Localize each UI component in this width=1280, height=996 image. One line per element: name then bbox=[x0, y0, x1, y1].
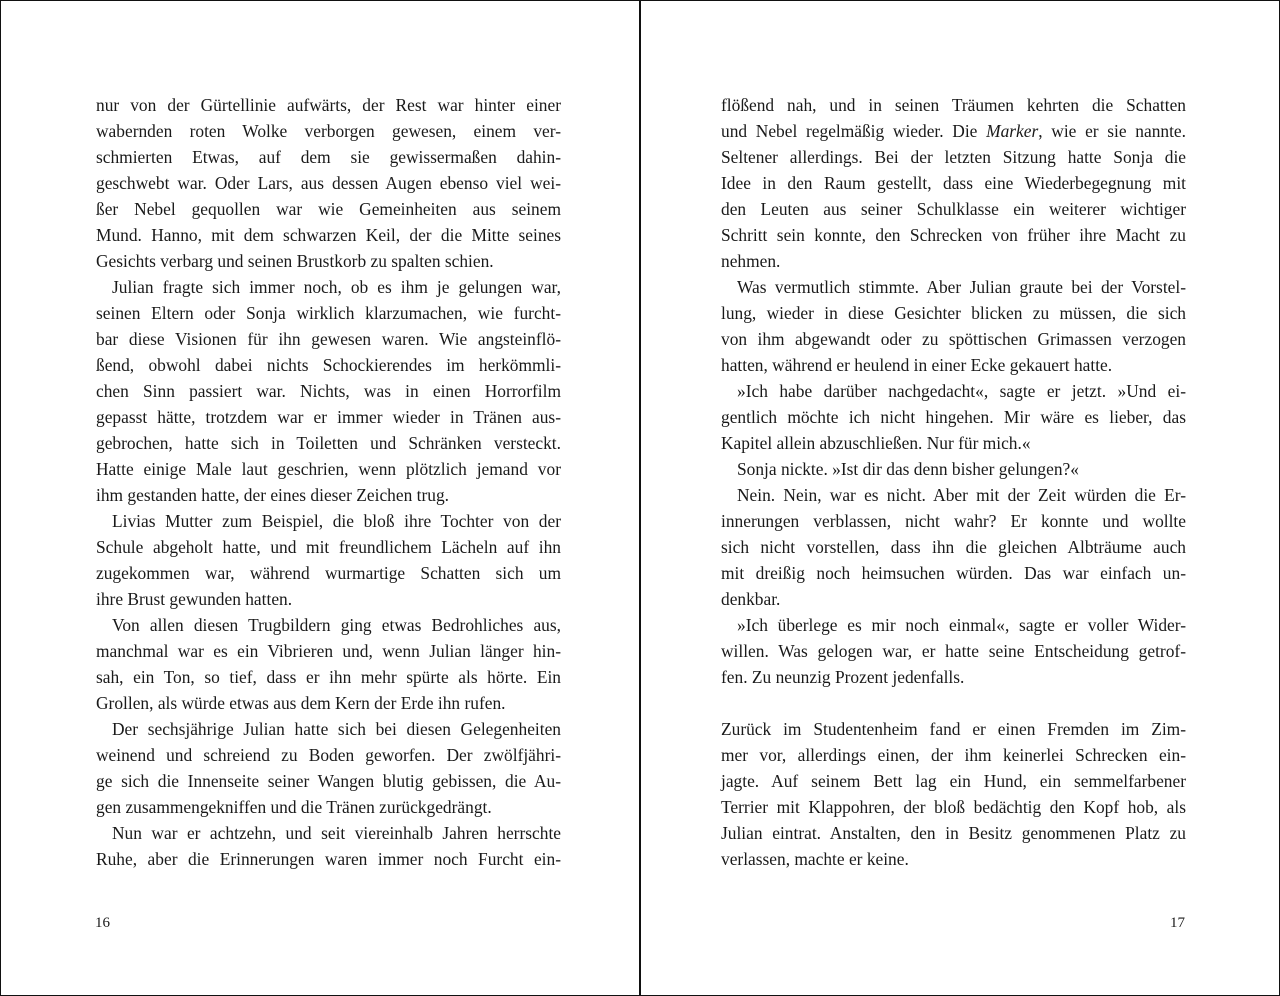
text-line: weinend und schreiend zu Boden geworfen. Der zwölfjähri- bbox=[96, 745, 561, 765]
text-line: manchmal war es ein Vibrieren und, wenn Julian länger hin- bbox=[96, 641, 561, 661]
text-line: gentlich möchte ich nicht hingehen. Mir wäre es lieber, das bbox=[721, 407, 1186, 427]
text-line: Ruhe, aber die Erinnerungen waren immer noch Furcht ein- bbox=[96, 849, 561, 869]
emphasis: Marker bbox=[986, 121, 1039, 141]
left-page-number: 16 bbox=[95, 915, 110, 931]
text-line: ihm gestanden hatte, der eines dieser Zeichen trug. bbox=[96, 485, 449, 505]
text-line: wabernden roten Wolke verborgen gewesen, einem ver- bbox=[96, 121, 561, 141]
text-line: flößend nah, und in seinen Träumen kehrten die Schatten bbox=[721, 95, 1186, 115]
text-line: ßend, obwohl dabei nichts Schockierendes im herkömmli- bbox=[96, 355, 561, 375]
text-line: Hatte einige Male laut geschrien, wenn plötzlich jemand vor bbox=[96, 459, 561, 479]
text-line: willen. Was gelogen war, er hatte seine Entscheidung getrof- bbox=[721, 641, 1186, 661]
text-line: ihre Brust gewunden hatten. bbox=[96, 589, 293, 609]
text-line: sah, ein Ton, so tief, dass er ihn mehr spürte als hörte. Ein bbox=[96, 667, 561, 687]
text-line: Mund. Hanno, mit dem schwarzen Keil, der die Mitte seines bbox=[96, 225, 561, 245]
text-line: gebrochen, hatte sich in Toiletten und Schränken versteckt. bbox=[96, 433, 561, 453]
text-line: »Ich habe darüber nachgedacht«, sagte er jetzt. »Und ei- bbox=[737, 381, 1186, 401]
text-line: und Nebel regelmäßig wieder. Die Marker, wie er sie nannte. bbox=[721, 121, 1186, 141]
text-line: Schule abgeholt hatte, und mit freundlichem Lächeln auf ihn bbox=[96, 537, 561, 557]
text-line: Was vermutlich stimmte. Aber Julian graute bei der Vorstel- bbox=[737, 277, 1186, 297]
text-line: gen zusammengekniffen und die Tränen zurückgedrängt. bbox=[96, 797, 492, 817]
text-line: Sonja nickte. »Ist dir das denn bisher gelungen?« bbox=[737, 459, 1079, 479]
text-line: ge sich die Innenseite seiner Wangen blutig gebissen, die Au- bbox=[96, 771, 561, 791]
text-line: nehmen. bbox=[721, 251, 781, 271]
text-line: Schritt sein konnte, den Schrecken von früher ihre Macht zu bbox=[721, 225, 1186, 245]
text-line: gepasst hätte, trotzdem war er immer wieder in Tränen aus- bbox=[96, 407, 561, 427]
text-line: Grollen, als würde etwas aus dem Kern der Erde ihn rufen. bbox=[96, 693, 506, 713]
text-line: zugekommen war, während wurmartige Schatten sich um bbox=[96, 563, 561, 583]
text-line: mer vor, allerdings einen, der ihm keinerlei Schrecken ein- bbox=[721, 745, 1186, 765]
text-line: mit dreißig noch heimsuchen würden. Das war einfach un- bbox=[721, 563, 1186, 583]
text-line: Kapitel allein abzuschließen. Nur für mich.« bbox=[721, 433, 1031, 453]
text-line: hatten, während er heulend in einer Ecke gekauert hatte. bbox=[721, 355, 1113, 375]
text-line: Von allen diesen Trugbildern ging etwas Bedrohliches aus, bbox=[112, 615, 561, 635]
text-line: jagte. Auf seinem Bett lag ein Hund, ein semmelfarbener bbox=[721, 771, 1186, 791]
text-line: fen. Zu neunzig Prozent jedenfalls. bbox=[721, 667, 965, 687]
text-line: innerungen verblassen, nicht wahr? Er konnte und wollte bbox=[721, 511, 1186, 531]
right-page-text bbox=[721, 92, 1186, 872]
text-line: sich nicht vorstellen, dass ihn die gleichen Albträume auch bbox=[721, 537, 1186, 557]
left-page-text bbox=[96, 92, 561, 872]
right-page bbox=[641, 0, 1280, 996]
text-line: verlassen, machte er keine. bbox=[721, 849, 909, 869]
left-page bbox=[0, 0, 639, 996]
text-line: den Leuten aus seiner Schulklasse ein weiterer wichtiger bbox=[721, 199, 1186, 219]
text-line: Gesichts verbarg und seinen Brustkorb zu spalten schien. bbox=[96, 251, 494, 271]
text-line: geschwebt war. Oder Lars, aus dessen Augen ebenso viel wei- bbox=[96, 173, 561, 193]
text-line: von ihm abgewandt oder zu spöttischen Grimassen verzogen bbox=[721, 329, 1186, 349]
text-line: chen Sinn passiert war. Nichts, was in einen Horrorfilm bbox=[96, 381, 561, 401]
text-line: Idee in den Raum gestellt, dass eine Wiederbegegnung mit bbox=[721, 173, 1186, 193]
text-line: Nein. Nein, war es nicht. Aber mit der Zeit würden die Er- bbox=[737, 485, 1186, 505]
text-line: »Ich überlege es mir noch einmal«, sagte er voller Wider- bbox=[737, 615, 1186, 635]
text-line: nur von der Gürtellinie aufwärts, der Rest war hinter einer bbox=[96, 95, 561, 115]
text-line: lung, wieder in diese Gesichter blicken zu müssen, die sich bbox=[721, 303, 1186, 323]
text-line: Julian fragte sich immer noch, ob es ihm je gelungen war, bbox=[112, 277, 561, 297]
text-line: bar diese Visionen für ihn gewesen waren. Wie angsteinflö- bbox=[96, 329, 561, 349]
text-line: Zurück im Studentenheim fand er einen Fremden im Zim- bbox=[721, 719, 1186, 739]
text-line: Livias Mutter zum Beispiel, die bloß ihre Tochter von der bbox=[112, 511, 561, 531]
text-line: Terrier mit Klappohren, der bloß bedächtig den Kopf hob, als bbox=[721, 797, 1186, 817]
text-line: Der sechsjährige Julian hatte sich bei diesen Gelegenheiten bbox=[112, 719, 561, 739]
text-line: denkbar. bbox=[721, 589, 781, 609]
right-page-number: 17 bbox=[1170, 915, 1185, 931]
text-line: Julian eintrat. Anstalten, den in Besitz genommenen Platz zu bbox=[721, 823, 1186, 843]
text-line: schmierten Etwas, auf dem sie gewissermaßen dahin- bbox=[96, 147, 561, 167]
text-line: Seltener allerdings. Bei der letzten Sitzung hatte Sonja die bbox=[721, 147, 1186, 167]
text-line: Nun war er achtzehn, und seit viereinhalb Jahren herrschte bbox=[112, 823, 561, 843]
text-line: seinen Eltern oder Sonja wirklich klarzumachen, wie furcht- bbox=[96, 303, 561, 323]
text-line: ßer Nebel gequollen war wie Gemeinheiten aus seinem bbox=[96, 199, 561, 219]
